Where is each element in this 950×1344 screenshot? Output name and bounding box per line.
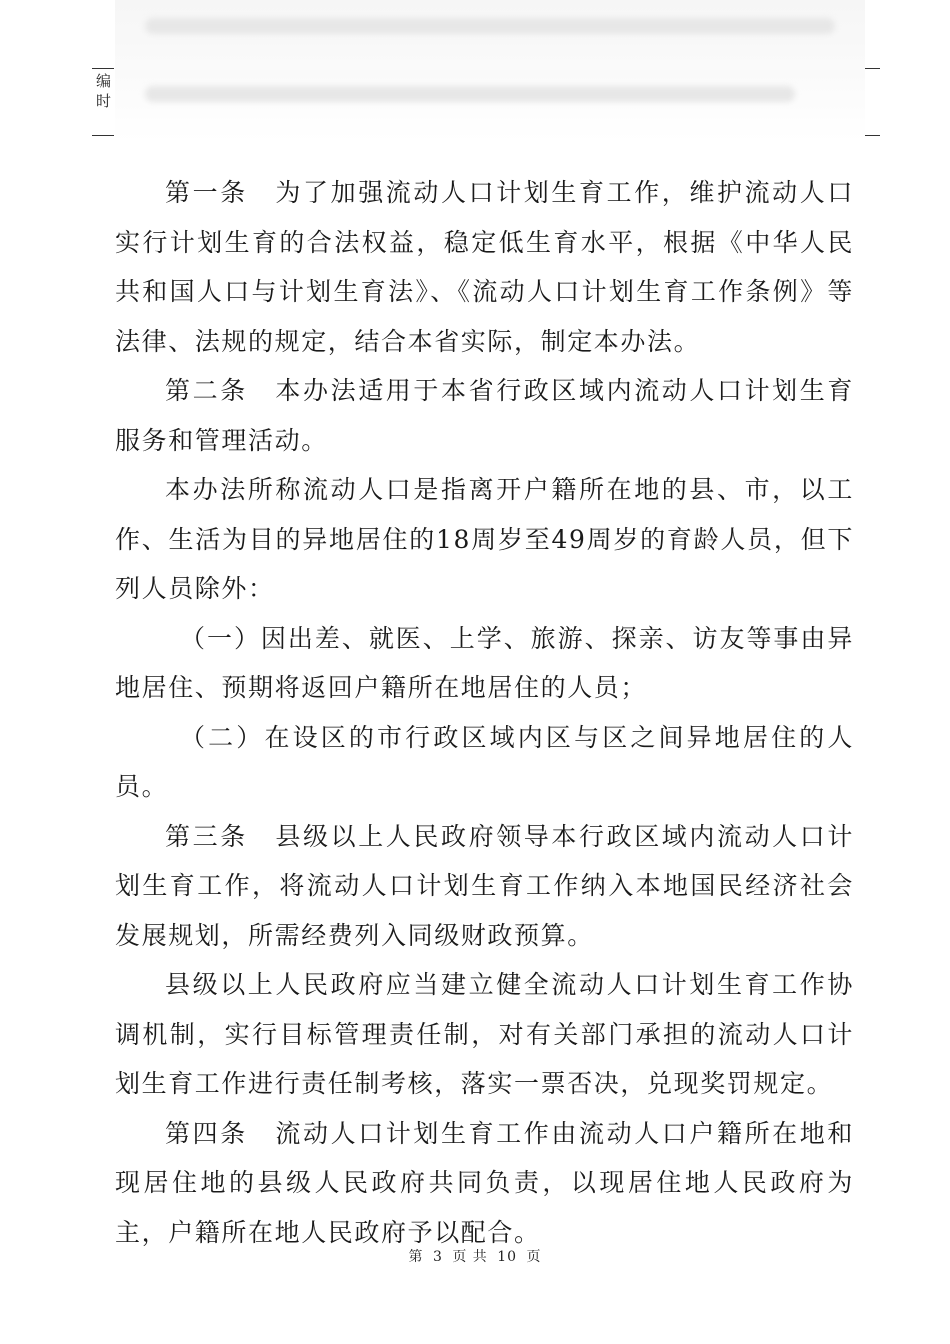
exclusion-item-2: （二）在设区的市行政区域内区与区之间异地居住的人员。: [115, 722, 854, 801]
article-4: 第四条 流动人口计划生育工作由流动人口户籍所在地和现居住地的县级人民政府共同负责，以现居住地人民政府为主，户籍所在地人民政府予以配合。: [115, 1118, 854, 1247]
article-3: 第三条 县级以上人民政府领导本行政区域内流动人口计划生育工作，将流动人口计划生育工作纳入本地国民经济社会发展规划，所需经费列入同级财政预算。: [115, 821, 854, 950]
page-footer: [0, 1246, 950, 1266]
header-side-label-bottom: 时: [96, 92, 112, 110]
redacted-line: [145, 18, 835, 34]
exclusion-item-1: （一）因出差、就医、上学、旅游、探亲、访友等事由异地居住、预期将返回户籍所在地居住的人员；: [115, 623, 854, 702]
footer-total-pages: 10: [497, 1249, 518, 1265]
article-1: 第一条 为了加强流动人口计划生育工作，维护流动人口实行计划生育的合法权益，稳定低生育水平，根据《中华人民共和国人口与计划生育法》、《流动人口计划生育工作条例》等法律、法规的规定，结合本省实际，制定本办法。: [115, 178, 854, 356]
redacted-line: [145, 86, 795, 102]
redacted-header-band: [115, 0, 865, 142]
footer-middle: 页 共: [452, 1249, 488, 1265]
header-rule-top-left: [92, 68, 114, 69]
document-body: [0, 168, 950, 1257]
footer-page-number: 3: [432, 1249, 443, 1265]
footer-suffix: 页: [526, 1249, 542, 1265]
footer-prefix: 第: [408, 1249, 424, 1265]
header-rule-bottom-right: [864, 135, 880, 136]
header-side-label-top: 编: [96, 72, 112, 90]
article-2-definition: 本办法所称流动人口是指离开户籍所在地的县、市，以工作、生活为目的异地居住的18周岁至49周岁的育龄人员，但下列人员除外：: [115, 475, 854, 603]
header-rule-top-right: [864, 68, 880, 69]
article-2: 第二条 本办法适用于本省行政区域内流动人口计划生育服务和管理活动。: [115, 376, 854, 455]
article-3-clause-2: 县级以上人民政府应当建立健全流动人口计划生育工作协调机制，实行目标管理责任制，对有关部门承担的流动人口计划生育工作进行责任制考核，落实一票否决，兑现奖罚规定。: [115, 970, 854, 1098]
header-rule-bottom-left: [92, 135, 114, 136]
